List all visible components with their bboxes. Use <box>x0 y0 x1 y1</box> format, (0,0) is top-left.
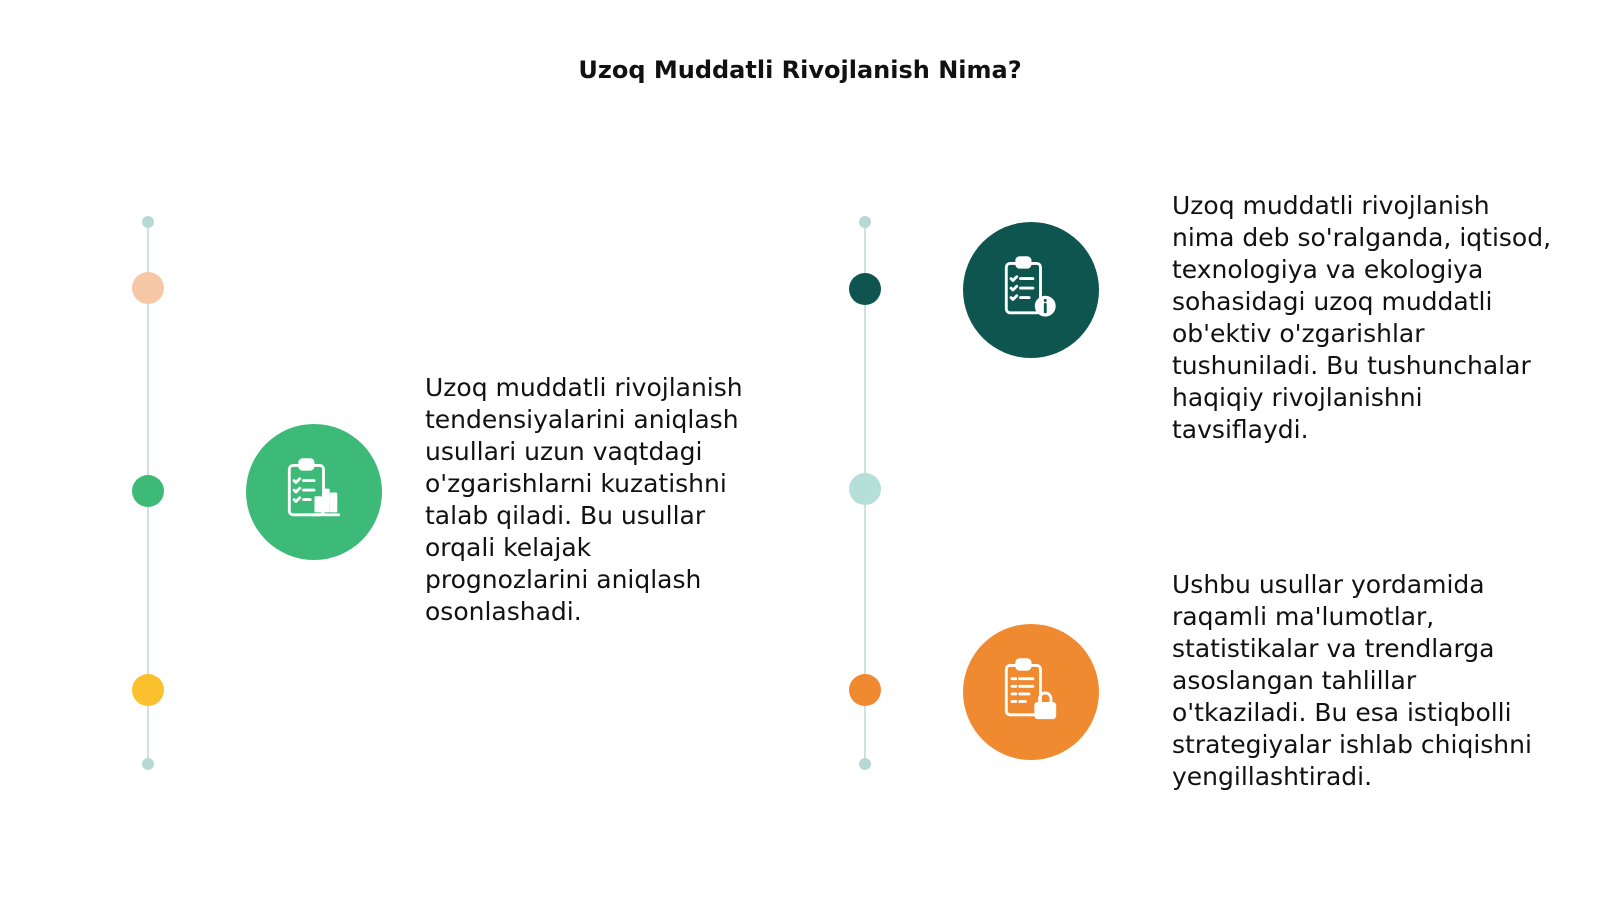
timeline-node-yellow <box>132 674 164 706</box>
timeline-node-green <box>132 475 164 507</box>
page-title: Uzoq Muddatli Rivojlanish Nima? <box>578 56 1022 85</box>
timeline-node-teal-dark <box>849 273 881 305</box>
timeline-node-peach <box>132 272 164 304</box>
clipboard-chart-icon <box>246 424 382 560</box>
timeline-start-dot <box>859 216 871 228</box>
card-2-description: Uzoq muddatli rivojlanish nima deb so'ralganda, iqtisod, texnologiya va ekologiya sohasidagi uzoq muddatli ob'ektiv o'zgarishlar tushuniladi. Bu tushunchalar haqiqiy rivojlanishni tavsiflaydi. <box>1172 191 1552 444</box>
right-timeline <box>845 0 885 900</box>
timeline-end-dot <box>859 758 871 770</box>
timeline-end-dot <box>142 758 154 770</box>
card-1-description: Uzoq muddatli rivojlanish tendensiyalarini aniqlash usullari uzun vaqtdagi o'zgarishlarni kuzatishni talab qiladi. Bu usullar orqali kelajak prognozlarini aniqlash osonlashadi. <box>425 373 743 626</box>
left-timeline <box>128 0 168 900</box>
timeline-start-dot <box>142 216 154 228</box>
card-3-description: Ushbu usullar yordamida raqamli ma'lumotlar, statistikalar va trendlarga asoslangan tahlillar o'tkaziladi. Bu esa istiqbolli strategiyalar ishlab chiqishni yengillashtiradi. <box>1172 570 1532 791</box>
clipboard-info-icon <box>963 222 1099 358</box>
timeline-node-teal-light <box>849 473 881 505</box>
clipboard-lock-icon <box>963 624 1099 760</box>
timeline-node-orange <box>849 674 881 706</box>
